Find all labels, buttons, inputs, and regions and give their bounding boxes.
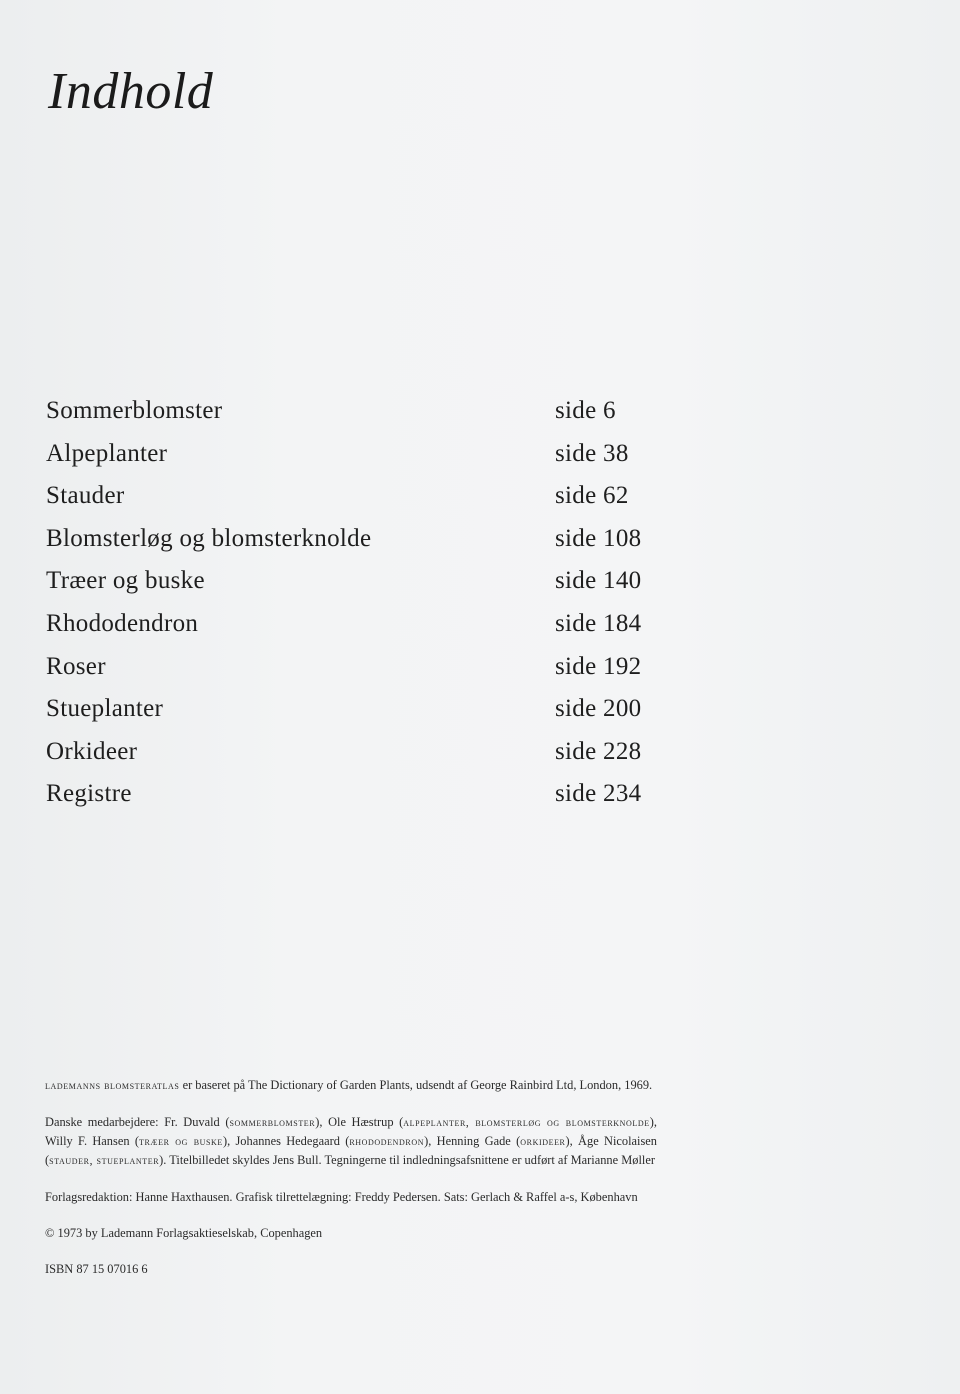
colophon-contributors: [45, 1113, 657, 1170]
toc-entry: [46, 435, 666, 478]
toc-entry: [46, 562, 666, 605]
contributors-text: ), Ole Hæstrup (: [315, 1115, 404, 1129]
contributors-section: sommerblomster: [229, 1117, 316, 1129]
colophon-source: [45, 1076, 657, 1095]
toc-entry-title: Stauder: [46, 482, 125, 510]
colophon-editorial: Forlagsredaktion: Hanne Haxthausen. Grafisk tilrettelægning: Freddy Pedersen. Sats: Gerlach & Raffel a-s, København: [45, 1190, 638, 1204]
toc-entry: [46, 605, 666, 648]
contributors-text: Danske medarbejdere: Fr. Duvald (: [45, 1115, 230, 1129]
toc-entry-title: Træer og buske: [46, 567, 205, 595]
toc-entry-title: Registre: [46, 780, 132, 808]
book-title-smallcaps: lademanns blomsteratlas: [45, 1080, 180, 1092]
toc-entry: [46, 775, 666, 818]
page-title: Indhold: [48, 63, 214, 120]
contributors-section: alpeplanter, blomsterløg og blomsterknolde: [403, 1117, 650, 1129]
toc-entry-title: Rhododendron: [46, 609, 199, 637]
toc-entry-title: Sommerblomster: [46, 397, 223, 424]
contributors-text: ), Henning Gade (: [424, 1134, 521, 1148]
toc-entry-page: side 6: [555, 397, 616, 424]
toc-entry-page: side 192: [555, 652, 642, 680]
contributors-text: ). Titelbilledet skyldes Jens Bull. Tegningerne til indledningsafsnittene er udført af Marianne Møller: [159, 1153, 655, 1167]
contributors-text: ), Johannes Hedegaard (: [222, 1134, 350, 1148]
toc-entry-page: side 62: [555, 482, 629, 510]
toc-entry: [46, 690, 666, 733]
colophon-copyright: © 1973 by Lademann Forlagsaktieselskab, Copenhagen: [45, 1226, 323, 1240]
contributors-section: rhododendron: [349, 1136, 425, 1148]
toc-entry: [46, 392, 666, 435]
contributors-section: træer og buske: [138, 1136, 223, 1148]
contributors-text: ), Willy F. Hansen (: [45, 1115, 657, 1148]
toc-entry-page: side 234: [555, 780, 642, 808]
contributors-section: stauder, stueplanter: [49, 1155, 160, 1167]
toc-entry-page: side 200: [555, 695, 642, 723]
toc-entry-title: Roser: [46, 652, 106, 680]
toc-entry: [46, 477, 666, 520]
toc-entry-title: Alpeplanter: [46, 439, 168, 467]
toc-entry: [46, 733, 666, 776]
colophon-isbn: ISBN 87 15 07016 6: [45, 1262, 148, 1276]
toc-entry-title: Orkideer: [46, 737, 138, 765]
toc-entry-page: side 108: [555, 524, 642, 552]
contributors-section: orkideer: [520, 1136, 566, 1148]
toc-entry: [46, 648, 666, 691]
toc-entry-page: side 228: [555, 737, 642, 765]
table-of-contents: [46, 392, 666, 818]
toc-entry-title: Stueplanter: [46, 695, 164, 723]
colophon: [45, 1076, 657, 1296]
toc-entry-page: side 184: [555, 609, 642, 637]
toc-entry-page: side 38: [555, 439, 629, 467]
toc-entry-title: Blomsterløg og blomsterknolde: [46, 524, 372, 552]
source-text: er baseret på The Dictionary of Garden Plants, udsendt af George Rainbird Ltd, London, 1969.: [179, 1078, 653, 1092]
toc-entry: [46, 520, 666, 563]
contributors-text: ), Åge Nicolaisen (: [45, 1134, 657, 1167]
toc-entry-page: side 140: [555, 567, 642, 595]
